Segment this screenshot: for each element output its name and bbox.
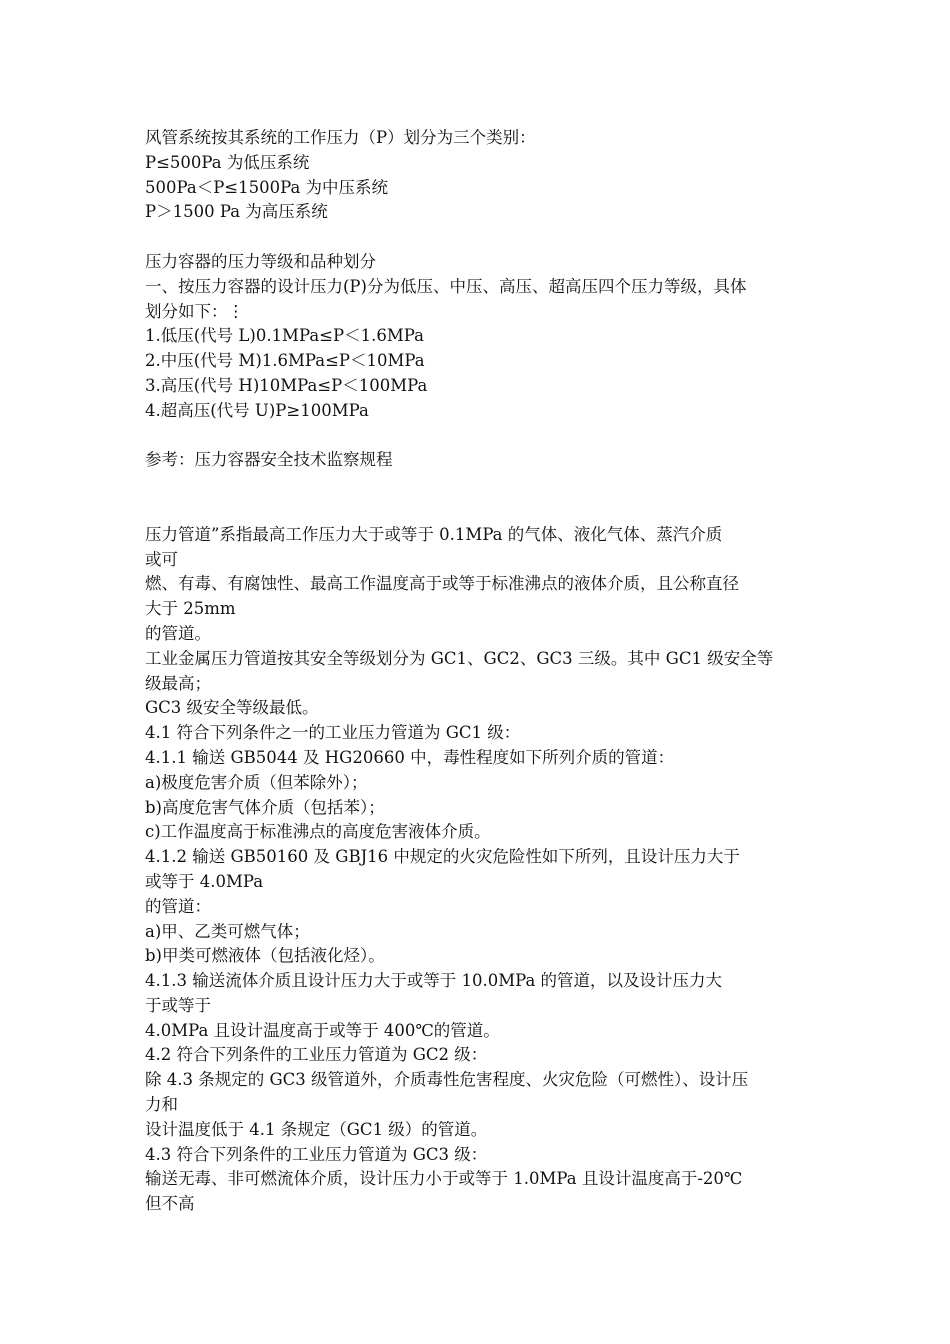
text-line: 输送无毒、非可燃流体介质，设计压力小于或等于 1.0MPa 且设计温度高于-20℃: [145, 1169, 743, 1189]
text-line: 大于 25mm: [145, 599, 236, 619]
list-item: a)极度危害介质（但苯除外）；: [145, 772, 368, 792]
list-item: 2.中压(代号 M)1.6MPa≤P＜10MPa: [145, 351, 425, 371]
text-line: 一、按压力容器的设计压力(P)分为低压、中压、高压、超高压四个压力等级，具体: [145, 276, 747, 296]
list-item: 4.超高压(代号 U)P≥100MPa: [145, 400, 369, 420]
text-line: GC3 级安全等级最低。: [145, 698, 319, 718]
paragraph-gap: [145, 225, 815, 250]
text-line: 或等于 4.0MPa: [145, 871, 264, 891]
list-item: a)甲、乙类可燃气体；: [145, 921, 310, 941]
text-line: 力和: [145, 1095, 178, 1115]
list-item: 1.低压(代号 L)0.1MPa≤P＜1.6MPa: [145, 326, 424, 346]
list-item: b)高度危害气体介质（包括苯）；: [145, 797, 385, 817]
reference-section: [145, 448, 815, 473]
text-line: 4.3 符合下列条件的工业压力管道为 GC3 级：: [145, 1144, 488, 1164]
text-line: 除 4.3 条规定的 GC3 级管道外，介质毒性危害程度、火灾危险（可燃性）、设计压: [145, 1070, 749, 1090]
text-line: 4.1.3 输送流体介质且设计压力大于或等于 10.0MPa 的管道，以及设计压力大: [145, 971, 723, 991]
text-line: 设计温度低于 4.1 条规定（GC1 级）的管道。: [145, 1119, 488, 1139]
vessel-pressure-section: [145, 250, 815, 424]
text-line: P＞1500 Pa 为高压系统: [145, 202, 328, 222]
text-line: 的管道。: [145, 623, 211, 643]
text-line: 风管系统按其系统的工作压力（P）划分为三个类别：: [145, 128, 536, 147]
paragraph-gap: [145, 473, 815, 498]
text-line: 500Pa＜P≤1500Pa 为中压系统: [145, 177, 389, 197]
list-item: 3.高压(代号 H)10MPa≤P＜100MPa: [145, 375, 428, 395]
duct-pressure-section: [145, 126, 815, 225]
text-line: 或可: [145, 549, 178, 569]
paragraph-gap: [145, 498, 815, 523]
text-line: 工业金属压力管道按其安全等级划分为 GC1、GC2、GC3 三级。其中 GC1 级安全等: [145, 648, 774, 668]
reference-line: 参考：压力容器安全技术监察规程: [145, 450, 393, 470]
text-line: 4.2 符合下列条件的工业压力管道为 GC2 级：: [145, 1045, 488, 1065]
text-line: 燃、有毒、有腐蚀性、最高工作温度高于或等于标准沸点的液体介质，且公称直径: [145, 574, 739, 594]
section-heading: 压力容器的压力等级和品种划分: [145, 251, 376, 271]
text-line: 4.1.1 输送 GB5044 及 HG20660 中，毒性程度如下所列介质的管道：: [145, 747, 675, 767]
text-line: 于或等于: [145, 995, 211, 1015]
text-line: 划分如下：⋮: [145, 301, 244, 321]
text-line: 4.0MPa 且设计温度高于或等于 400℃的管道。: [145, 1020, 500, 1040]
text-line: 4.1 符合下列条件之一的工业压力管道为 GC1 级：: [145, 723, 521, 743]
document-body: [145, 126, 815, 1217]
list-item: b)甲类可燃液体（包括液化烃）。: [145, 946, 385, 966]
text-line: 的管道：: [145, 896, 211, 916]
text-line: P≤500Pa 为低压系统: [145, 152, 310, 172]
paragraph-gap: [145, 424, 815, 449]
pressure-piping-section: [145, 523, 815, 1217]
text-line: 4.1.2 输送 GB50160 及 GBJ16 中规定的火灾危险性如下所列，且设计压力大于: [145, 847, 740, 867]
list-item: c)工作温度高于标准沸点的高度危害液体介质。: [145, 822, 491, 842]
text-line: 但不高: [145, 1194, 195, 1214]
text-line: 压力管道”系指最高工作压力大于或等于 0.1MPa 的气体、液化气体、蒸汽介质: [145, 524, 723, 544]
text-line: 级最高；: [145, 673, 211, 693]
